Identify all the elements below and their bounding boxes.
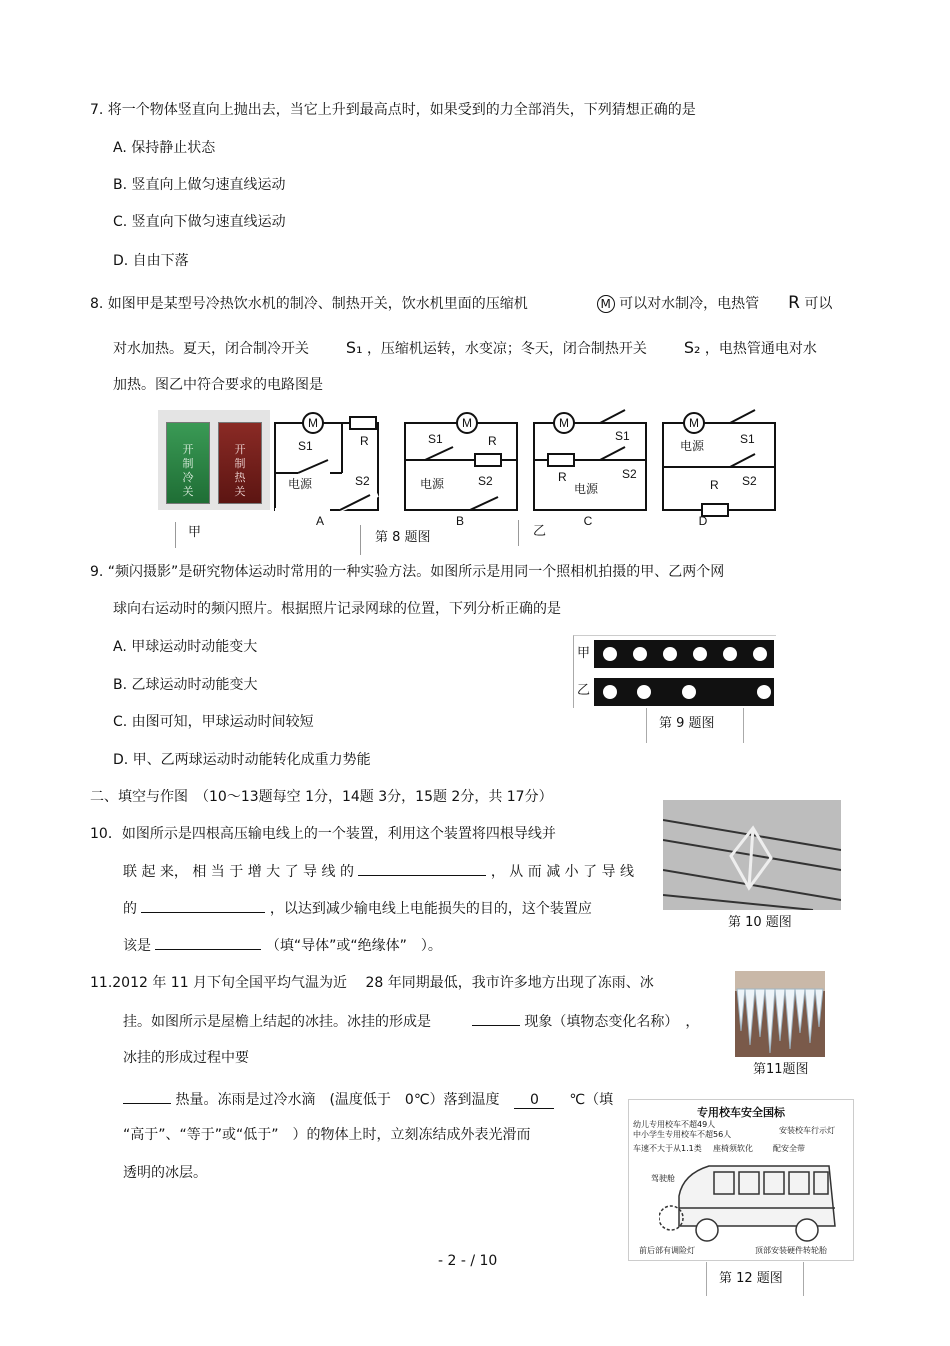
- circuit-b-s1-label: S1: [428, 432, 443, 446]
- circuit-d: [663, 410, 775, 516]
- section-2-heading: 二、填空与作图 （10～13题每空 1分，14题 3分，15题 2分，共 17分）: [90, 789, 553, 805]
- q7-option-b: B. 竖直向上做匀速直线运动: [113, 177, 286, 193]
- ball-jia-5: [723, 647, 737, 661]
- q8-text-1a: 8. 如图甲是某型号冷热饮水机的制冷、制热开关，饮水机里面的压缩机: [90, 296, 528, 312]
- school-bus-figure: [628, 1099, 854, 1261]
- q10-blank-3[interactable]: [155, 935, 261, 950]
- circuit-c-s2-label: S2: [622, 467, 637, 481]
- q7-option-a: A. 保持静止状态: [113, 140, 216, 156]
- circuit-a: [275, 413, 378, 510]
- s1-symbol: S₁: [345, 338, 363, 357]
- q9-option-b: B. 乙球运动时动能变大: [113, 677, 258, 693]
- q10-caption: 第 10 题图: [728, 915, 792, 930]
- s2-symbol: S₂: [683, 338, 701, 357]
- q11-answer-blank[interactable]: 0: [514, 1090, 554, 1109]
- bus-figure-title: 专用校车安全国标: [697, 1106, 785, 1119]
- q9-line-2: 球向右运动时的频闪照片。根据照片记录网球的位置，下列分析正确的是: [113, 601, 561, 617]
- q9-caption-box: [646, 708, 744, 743]
- q8-text-2a: 对水加热。夏天，闭合制冷开关: [113, 341, 309, 357]
- circuit-d-s1-label: S1: [740, 432, 755, 446]
- q10-line-1: 10．如图所示是四根高压输电线上的一个装置，利用这个装置将四根导线并: [90, 826, 556, 842]
- circuit-a-letter: A: [315, 514, 325, 528]
- bus-label-8: 前后部有调险灯: [639, 1246, 695, 1255]
- q9-option-a: A. 甲球运动时动能变大: [113, 639, 258, 655]
- circuit-a-s1-label: S1: [298, 439, 313, 453]
- ball-yi-2: [637, 685, 651, 699]
- q12-caption: 第 12 题图: [719, 1271, 783, 1286]
- q8-text-1b: 可以对水制冷，电热管: [619, 296, 760, 312]
- q7-stem: 7. 将一个物体竖直向上抛出去，当它上升到最高点时，如果受到的力全部消失，下列猜想正确的是: [90, 102, 696, 118]
- heating-switch-label: 开: [234, 443, 246, 456]
- q8-text-2b: ，压缩机运转，水变凉；冬天，闭合制热开关: [366, 341, 647, 357]
- q11-text-4a: 热量。冻雨是过冷水滴 (温度低于 0℃）落到温度: [175, 1092, 500, 1108]
- q8-caption: 第 8 题图: [375, 530, 431, 545]
- q11-line-5: “高于”、“等于”或“低于” ）的物体上时，立刻冻结成外表光滑而: [123, 1127, 531, 1143]
- motor-symbol-icon: M: [597, 295, 615, 313]
- heating-switch-label: 关: [234, 485, 246, 498]
- heating-switch-label: 热: [234, 471, 246, 484]
- bus-label-4: 座椅须软化: [713, 1144, 753, 1153]
- circuit-d-r-label: R: [710, 478, 719, 492]
- q9-option-c: C. 由图可知，甲球运动时间较短: [113, 714, 314, 730]
- label-yi: 乙: [533, 524, 547, 539]
- q11-line-3: 冰挂的形成过程中要: [123, 1050, 249, 1066]
- bus-label-5: 配安全带: [773, 1144, 805, 1153]
- circuit-c-motor-label: M: [559, 416, 569, 430]
- cooling-switch: [166, 422, 210, 504]
- yi-box: [518, 520, 549, 546]
- q8-text-1c: 可以: [804, 296, 833, 312]
- q9-caption: 第 9 题图: [659, 716, 715, 731]
- circuit-d-source-label: 电源: [680, 439, 705, 453]
- cooling-switch-label: 冷: [182, 471, 194, 484]
- bus-label-9: 顶部安装硬件转轮胎: [755, 1246, 827, 1255]
- q10-text-4a: 该是: [123, 938, 151, 954]
- q9-option-d: D. 甲、乙两球运动时动能转化成重力势能: [113, 752, 371, 768]
- q7-option-c: C. 竖直向下做匀速直线运动: [113, 214, 286, 230]
- circuit-b-motor-label: M: [462, 416, 472, 430]
- circuit-d-letter: D: [698, 514, 708, 528]
- q11-blank-1[interactable]: [472, 1011, 520, 1026]
- q12-caption-box: [706, 1262, 804, 1296]
- cooling-switch-label: 关: [182, 485, 194, 498]
- q7-option-d: D. 自由下落: [113, 253, 189, 269]
- circuit-a-motor-label: M: [308, 416, 318, 430]
- ball-jia-1: [603, 647, 617, 661]
- cooling-switch-label: 制: [182, 457, 194, 470]
- q8-line-3: 加热。图乙中符合要求的电路图是: [113, 377, 323, 393]
- circuit-b-s2-label: S2: [478, 474, 493, 488]
- circuit-c-letter: C: [583, 514, 593, 528]
- circuit-d-s2-label: S2: [742, 474, 757, 488]
- circuit-b-source-label: 电源: [420, 477, 445, 491]
- circuit-a-s2-label: S2: [355, 474, 370, 488]
- row-label-jia: 甲: [577, 646, 591, 661]
- strobe-photo: [573, 635, 776, 708]
- circuit-b: [405, 413, 517, 510]
- circuit-a-r-label: R: [360, 434, 369, 448]
- q8-caption-box: [360, 525, 443, 555]
- circuit-c-r-label: R: [558, 470, 567, 484]
- bus-label-6: 安装校车行示灯: [779, 1126, 835, 1135]
- q9-line-1: 9. “频闪摄影”是研究物体运动时常用的一种实验方法。如图所示是用同一个照相机拍摄的甲、乙两个网: [90, 564, 725, 580]
- ball-jia-4: [693, 647, 707, 661]
- strobe-strips: [594, 640, 774, 706]
- circuit-a-source-label: 电源: [288, 477, 313, 491]
- circuit-b-letter: B: [455, 514, 465, 528]
- q8-line-1: [90, 293, 832, 314]
- q11-caption: 第11题图: [753, 1062, 809, 1077]
- ball-yi-4: [757, 685, 771, 699]
- ball-jia-6: [753, 647, 767, 661]
- q11-line-1: 11.2012 年 11 月下旬全国平均气温为近 28 年同期最低，我市许多地方出现了冻雨、冰: [90, 975, 654, 991]
- circuit-c-s1-label: S1: [615, 429, 630, 443]
- circuit-diagrams: [270, 405, 790, 530]
- q10-text-2a: 联 起 来， 相 当 于 增 大 了 导 线 的: [123, 864, 354, 880]
- label-jia: 甲: [188, 525, 202, 540]
- switch-photo: [158, 410, 270, 510]
- icicle-photo: [735, 971, 825, 1057]
- power-line-photo: [663, 800, 841, 910]
- q11-text-2a: 挂。如图所示是屋檐上结起的冰挂。冰挂的形成是: [123, 1014, 431, 1030]
- q11-text-4b: ℃（填: [569, 1092, 614, 1108]
- cooling-switch-label: 开: [182, 443, 194, 456]
- q10-blank-1[interactable]: [358, 861, 486, 876]
- bus-label-3: 车速不大于从1.1类: [633, 1144, 702, 1153]
- q10-line-2: [123, 861, 634, 882]
- q10-text-3b: ，以达到减少输电线上电能损失的目的，这个装置应: [269, 901, 592, 917]
- circuit-c-source-label: 电源: [574, 482, 599, 496]
- ball-yi-1: [603, 685, 617, 699]
- circuit-b-r-label: R: [488, 434, 497, 448]
- q10-line-4: [123, 935, 442, 956]
- circuit-d-motor-label: M: [689, 416, 699, 430]
- bus-label-1: 幼儿专用校车不超49人: [633, 1120, 716, 1129]
- q11-line-6: 透明的冰层。: [123, 1165, 207, 1181]
- q10-text-4b: （填“导体”或“绝缘体” ）。: [265, 938, 442, 954]
- q11-line-2: [123, 1011, 699, 1032]
- school-bus-icon: [659, 1156, 839, 1246]
- q11-line-4: [123, 1089, 613, 1110]
- q8-text-2c: ，电热管通电对水: [704, 341, 817, 357]
- row-label-yi: 乙: [577, 683, 591, 698]
- q10-text-2b: ， 从 而 减 小 了 导 线: [490, 864, 635, 880]
- heating-switch-label: 制: [234, 457, 246, 470]
- heater-symbol: R: [788, 293, 800, 313]
- q8-line-2: [113, 338, 817, 359]
- q11-blank-2[interactable]: [123, 1089, 171, 1104]
- jia-box: [175, 522, 216, 548]
- ball-jia-3: [663, 647, 677, 661]
- ball-jia-2: [633, 647, 647, 661]
- heating-switch: [218, 422, 262, 504]
- q10-blank-2[interactable]: [141, 898, 265, 913]
- bus-label-2: 中小学生专用校车不超56人: [633, 1130, 732, 1139]
- q10-text-3a: 的: [123, 901, 137, 917]
- ball-yi-3: [682, 685, 696, 699]
- q11-text-2b: 现象（填物态变化名称） ，: [524, 1014, 700, 1030]
- bus-label-7: 驾驶舱: [651, 1174, 675, 1183]
- page-footer: - 2 - / 10: [438, 1253, 498, 1269]
- q10-line-3: [123, 898, 592, 919]
